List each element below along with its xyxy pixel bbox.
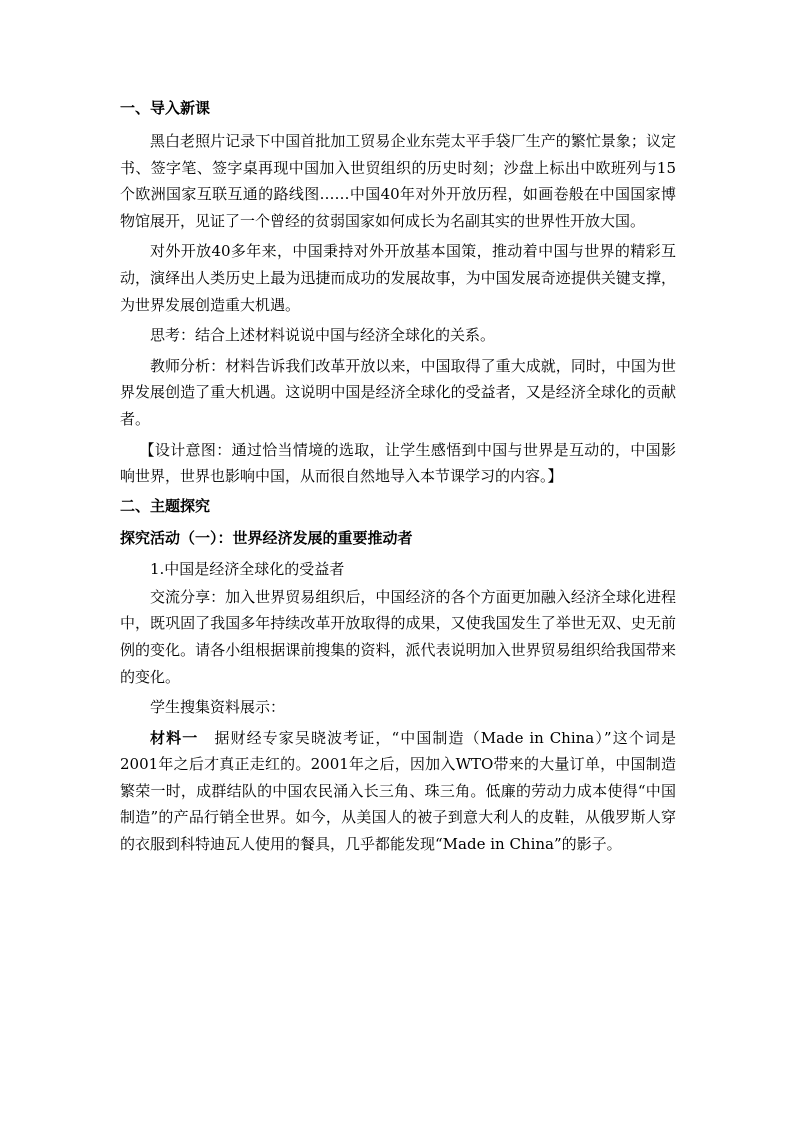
thinking-question: 思考：结合上述材料说说中国与经济全球化的关系。 bbox=[150, 326, 496, 345]
exchange-share-paragraph: 交流分享：加入世界贸易组织后，中国经济的各个方面更加融入经济全球化进程中，既巩固了我国多年持续改革开放取得的成果，又使我国发生了举世无双、史无前例的变化。请各小组根据课前搜集的资料，派代表说明加入世界贸易组织给我国带来的变化。 bbox=[120, 587, 676, 686]
intro-paragraph-1: 黑白老照片记录下中国首批加工贸易企业东莞太平手袋厂生产的繁忙景象；议定书、签字笔、签字桌再现中国加入世贸组织的历史时刻；沙盘上标出中欧班列与15个欧洲国家互联互通的路线图……中国40年对外开放历程，如画卷般在中国国家博物馆展开，见证了一个曾经的贫弱国家如何成长为名副其实的世界性开放大国。 bbox=[120, 132, 676, 230]
section-heading-intro: 一、导入新课 bbox=[120, 99, 211, 117]
document-body bbox=[120, 96, 676, 862]
material-one-paragraph bbox=[120, 725, 676, 858]
design-intent: 【设计意图：通过恰当情境的选取，让学生感悟到中国与世界是互动的，中国影响世界，世界也影响中国，从而很自然地导入本节课学习的内容。】 bbox=[120, 440, 676, 486]
intro-paragraph-2: 对外开放40多年来，中国秉持对外开放基本国策，推动着中国与世界的精彩互动，演绎出人类历史上最为迅捷而成功的发展故事，为中国发展奇迹提供关键支撑，为世界发展创造重大机遇。 bbox=[120, 242, 676, 314]
section-heading-explore: 二、主题探究 bbox=[120, 496, 211, 515]
activity-heading: 探究活动（一）：世界经济发展的重要推动者 bbox=[120, 528, 413, 547]
numbered-point-1: 1.中国是经济全球化的受益者 bbox=[150, 559, 345, 578]
material-one-text: 据财经专家吴晓波考证，“中国制造（Made in China）”这个词是2001年之后才真正走红的。2001年之后，因加入WTO带来的大量订单，中国制造繁荣一时，成群结队的中国农民涌入长三角、珠三角。低廉的劳动力成本使得“中国制造”的产品行销全世界。如今，从美国人的被子到意大利人的皮鞋，从俄罗斯人穿的衣服到科特迪瓦人使用的餐具，几乎都能发现“Made in China”的影子。 bbox=[120, 728, 676, 854]
teacher-analysis: 教师分析：材料告诉我们改革开放以来，中国取得了重大成就，同时，中国为世界发展创造了重大机遇。这说明中国是经济全球化的受益者，又是经济全球化的贡献者。 bbox=[120, 356, 676, 428]
material-one-label: 材料一 bbox=[150, 728, 199, 747]
student-material-intro: 学生搜集资料展示： bbox=[150, 698, 286, 717]
